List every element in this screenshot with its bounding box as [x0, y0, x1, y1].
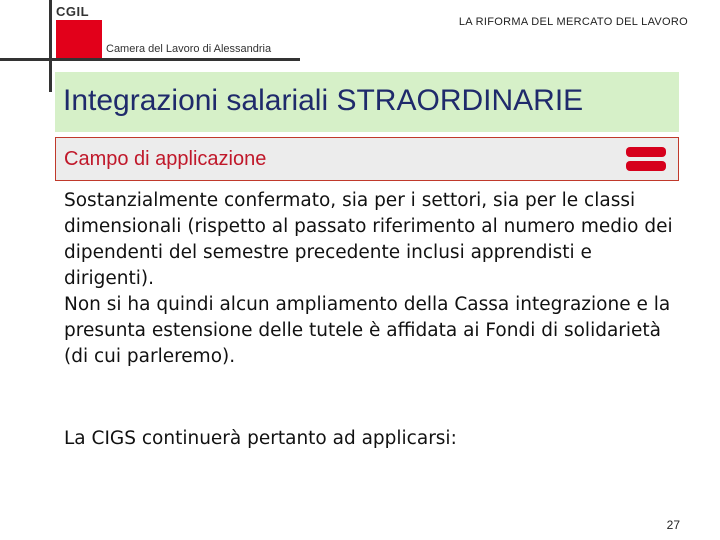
- org-name: Camera del Lavoro di Alessandria: [106, 43, 272, 55]
- section-header: LA RIFORMA DEL MERCATO DEL LAVORO: [458, 16, 688, 28]
- paragraph-1: Sostanzialmente confermato, sia per i settori, sia per le classi dimensionali (rispetto al passato riferimento al numero medio dei dipendenti del semestre precedente inclusi apprendisti e dirigenti).: [64, 190, 673, 289]
- paragraph-3: La CIGS continuerà pertanto ad applicarsi:: [64, 428, 457, 449]
- page-number: 27: [666, 518, 680, 532]
- title-bar: [55, 72, 679, 132]
- logo-text: CGIL: [56, 4, 90, 19]
- logo-red-square: [56, 20, 102, 58]
- equals-icon: [626, 146, 666, 172]
- cgil-logo: [56, 4, 102, 58]
- body-text: [64, 188, 674, 370]
- decorative-horizontal-line: [0, 58, 300, 61]
- paragraph-2: Non si ha quindi alcun ampliamento della Cassa integrazione e la presunta estensione delle tutele è affidata ai Fondi di solidarietà (di cui parleremo).: [64, 294, 671, 367]
- slide-title: Integrazioni salariali STRAORDINARIE: [63, 84, 584, 117]
- decorative-vertical-line: [49, 0, 52, 92]
- slide-subtitle: Campo di applicazione: [64, 148, 267, 170]
- subtitle-bar: [55, 137, 679, 181]
